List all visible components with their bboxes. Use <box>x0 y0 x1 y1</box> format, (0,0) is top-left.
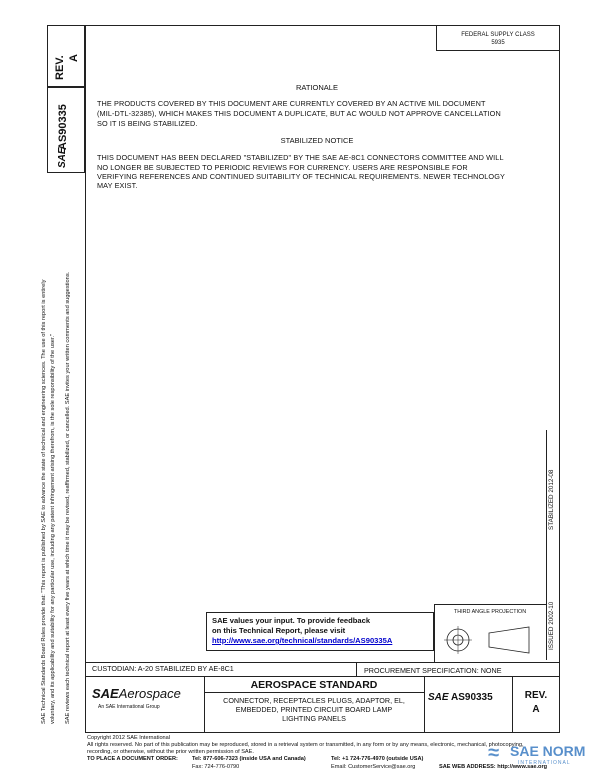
rationale-line-2: (MIL-DTL-32385), WHICH MAKES THIS DOCUMENT A DUPLICATE, BUT AC WOULD NOT APPROVE CANCELLATION <box>97 109 501 118</box>
stabilized-line-2: NO LONGER BE SUBJECTED TO PERIODIC REVIEWS FOR CURRENCY. USERS ARE RESPONSIBLE FOR <box>97 163 468 172</box>
footer-web: SAE WEB ADDRESS: http://www.sae.org <box>439 764 548 770</box>
title-doc-number <box>428 692 493 703</box>
side-doc-number: AS90335 <box>57 104 69 150</box>
issued-date: ISSUED 2002-10 <box>548 601 555 650</box>
stabilized-notice-heading: STABILIZED NOTICE <box>280 136 354 145</box>
federal-supply-class: FEDERAL SUPPLY CLASS <box>461 32 535 38</box>
feedback-link[interactable]: http://www.sae.org/technical/standards/AS90335A <box>212 636 393 645</box>
side-rev-value: A <box>68 54 80 62</box>
sae-aerospace-logo <box>92 686 181 701</box>
side-legal-line2: voluntary, and its applicability and suitability for any particular use, including any patent infringement arising therefrom, is the sole responsibility of the user." <box>50 333 56 724</box>
watermark-brand: SAE NORM <box>510 743 586 759</box>
footer-rights: All rights reserved. No part of this publication may be reproduced, stored in a retrieval system or transmitted, in any form or by any means, electronic, mechanical, photocopying, <box>87 742 524 748</box>
title-block-top-rule <box>85 676 560 677</box>
right-strip-divider <box>546 430 547 660</box>
rationale-line-3: SO IT IS BEING STABILIZED. <box>97 119 198 128</box>
side-rev-label: REV. <box>54 55 66 80</box>
feedback-line-1: SAE values your input. To provide feedback <box>212 616 371 625</box>
logo-aerospace: Aerospace <box>118 686 181 701</box>
sae-norm-watermark <box>488 742 600 776</box>
custodian: CUSTODIAN: A-20 STABILIZED BY AE-8C1 <box>92 664 234 673</box>
watermark-sub: INTERNATIONAL <box>518 760 571 766</box>
federal-supply-number: 5935 <box>491 40 505 46</box>
document-title-line-3: LIGHTING PANELS <box>282 714 346 723</box>
standard-title-rule <box>204 692 424 693</box>
rationale-line-1: THE PRODUCTS COVERED BY THIS DOCUMENT ARE CURRENTLY COVERED BY AN ACTIVE MIL DOCUMENT <box>97 99 486 108</box>
projection-label: THIRD ANGLE PROJECTION <box>453 609 527 615</box>
footer-rights-2: recording, or otherwise, without the prior written permission of SAE. <box>87 749 254 755</box>
standard-heading: AEROSPACE STANDARD <box>250 679 378 691</box>
title-rev-label: REV. <box>524 690 548 701</box>
stabilized-line-1: THIS DOCUMENT HAS BEEN DECLARED "STABILIZED" BY THE SAE AE-8C1 CONNECTORS COMMITTEE AND WILL <box>97 153 504 162</box>
footer-copyright: Copyright 2012 SAE International <box>87 735 171 741</box>
procurement-spec: PROCUREMENT SPECIFICATION: NONE <box>364 666 502 675</box>
title-doc-sae: SAE <box>428 692 449 703</box>
watermark-logo-icon: ≈ <box>488 742 499 764</box>
rationale-heading: RATIONALE <box>296 83 338 92</box>
document-title-line-2: EMBEDDED, PRINTED CIRCUIT BOARD LAMP <box>235 705 393 714</box>
title-rev-value: A <box>532 704 540 715</box>
stabilized-line-3: VERIFYING REFERENCES AND CONTINUED SUITABILITY OF TECHNICAL REQUIREMENTS. NEWER TECHNOLOGY <box>97 172 505 181</box>
footer-order-label: TO PLACE A DOCUMENT ORDER: <box>87 756 178 762</box>
footer-fax: Fax: 724-776-0790 <box>192 764 240 770</box>
stabilized-date: STABILIZED 2012-08 <box>548 469 555 530</box>
side-legal-line3: SAE reviews each technical report at least every five years at which time it may be revised, reaffirmed, stabilized, or cancelled. SAE invites your written comments and suggestions. <box>65 271 71 724</box>
federal-supply-box <box>436 25 560 51</box>
logo-sae: SAE <box>92 686 119 701</box>
document-title-line-1: CONNECTOR, RECEPTACLES PLUGS, ADAPTOR, EL, <box>223 696 405 705</box>
side-sae-logo: SAE <box>57 147 68 168</box>
stabilized-line-4: MAY EXIST. <box>97 181 138 190</box>
logo-subtitle: An SAE International Group <box>98 704 160 710</box>
title-block-docnum-divider <box>424 676 425 733</box>
footer-tel-2: Tel: +1 724-776-4970 (outside USA) <box>331 756 424 762</box>
footer-email: Email: CustomerService@sae.org <box>331 764 416 770</box>
side-legal-line1: SAE Technical Standards Board Rules provide that: "This report is published by SAE to advance the state of technical and engineering sciences. The use of this report is entirely <box>41 279 47 724</box>
third-angle-projection-icon <box>444 620 544 660</box>
custodian-top-rule <box>85 662 560 663</box>
feedback-box <box>206 612 434 651</box>
title-doc-code: AS90335 <box>450 692 493 703</box>
procurement-divider <box>356 662 357 676</box>
footer-tel-1: Tel: 877-606-7323 (inside USA and Canada) <box>192 756 306 762</box>
feedback-line-2: on this Technical Report, please visit <box>212 626 346 635</box>
